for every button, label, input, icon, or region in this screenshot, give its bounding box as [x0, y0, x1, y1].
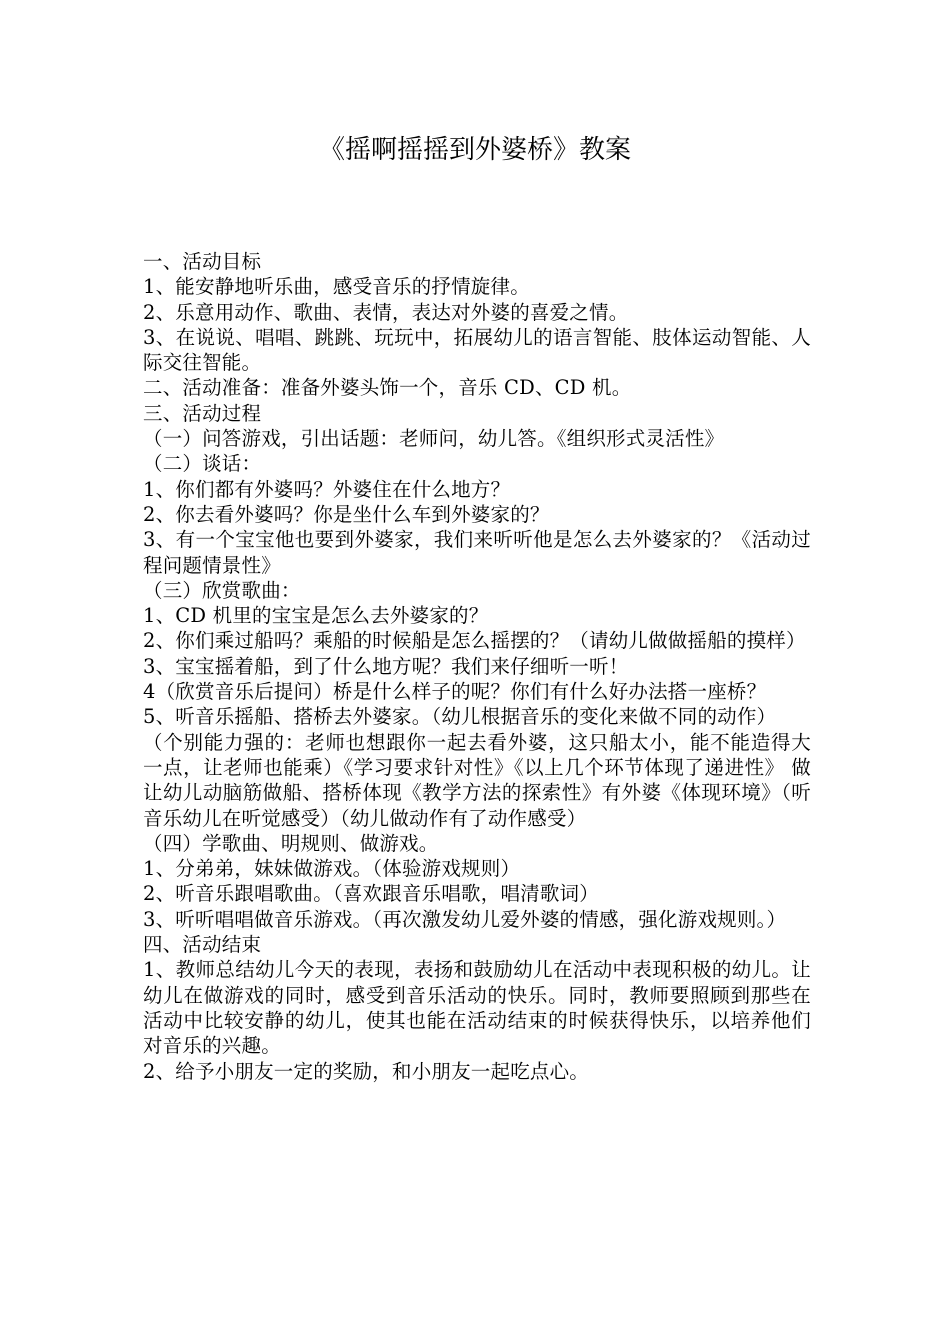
learn-item-1: 1、分弟弟，妹妹做游戏。（体验游戏规则） — [143, 857, 521, 881]
subsection-learn-song: （四）学歌曲、明规则、做游戏。 — [143, 831, 439, 855]
goal-item-2: 2、乐意用动作、歌曲、表情，表达对外婆的喜爱之情。 — [143, 300, 629, 324]
document-body — [143, 249, 811, 1084]
talk-item-3: 3、有一个宝宝他也要到外婆家，我们来听听他是怎么去外婆家的？《活动过程问题情景性》 — [143, 528, 811, 577]
song-item-3: 3、宝宝摇着船，到了什么地方呢？我们来仔细听一听！ — [143, 654, 629, 678]
subsection-appreciate-song: （三）欣赏歌曲： — [143, 578, 301, 602]
end-item-2: 2、给予小朋友一定的奖励，和小朋友一起吃点心。 — [143, 1059, 590, 1083]
learn-item-2: 2、听音乐跟唱歌曲。（喜欢跟音乐唱歌，唱清歌词） — [143, 882, 599, 906]
section-heading-process: 三、活动过程 — [143, 401, 262, 425]
song-item-1: 1、CD 机里的宝宝是怎么去外婆家的？ — [143, 604, 489, 628]
subsection-talk: （二）谈话： — [143, 452, 262, 476]
talk-item-1: 1、你们都有外婆吗？外婆住在什么地方？ — [143, 477, 511, 501]
subsection-quiz-game: （一）问答游戏，引出话题：老师问，幼儿答。《组织形式灵活性》 — [143, 427, 725, 451]
end-item-1: 1、教师总结幼儿今天的表现，表扬和鼓励幼儿在活动中表现积极的幼儿。让幼儿在做游戏的同时，感受到音乐活动的快乐。同时，教师要照顾到那些在活动中比较安静的幼儿，使其也能在活动结束的时候获得快乐，以培养他们对音乐的兴趣。 — [143, 958, 811, 1058]
section-heading-end: 四、活动结束 — [143, 933, 262, 957]
section-heading-goals: 一、活动目标 — [143, 250, 262, 273]
document-title: 《摇啊摇摇到外婆桥》教案 — [318, 135, 631, 165]
song-note-paragraph: （个别能力强的：老师也想跟你一起去看外婆，这只船太小，能不能造得大一点，让老师也能乘）《学习要求针对性》《以上几个环节体现了递进性》 做让幼儿动脑筋做船、搭桥体现《教学方法的探索性》有外婆《体现环境》（听音乐幼儿在听觉感受）（幼儿做动作有了动作感受） — [143, 730, 811, 830]
song-item-4: 4（欣赏音乐后提问）桥是什么样子的呢？你们有什么好办法搭一座桥？ — [143, 680, 767, 704]
talk-item-2: 2、你去看外婆吗？你是坐什么车到外婆家的？ — [143, 502, 550, 526]
song-item-5: 5、听音乐摇船、搭桥去外婆家。（幼儿根据音乐的变化来做不同的动作） — [143, 705, 777, 729]
section-heading-preparation: 二、活动准备：准备外婆头饰一个，音乐 CD、CD 机。 — [143, 376, 632, 400]
song-item-2: 2、你们乘过船吗？乘船的时候船是怎么摇摆的？（请幼儿做做摇船的摸样） — [143, 629, 806, 653]
goal-item-1: 1、能安静地听乐曲，感受音乐的抒情旋律。 — [143, 275, 530, 299]
goal-item-3: 3、在说说、唱唱、跳跳、玩玩中，拓展幼儿的语言智能、肢体运动智能、人际交往智能。 — [143, 325, 811, 375]
learn-item-3: 3、听听唱唱做音乐游戏。（再次激发幼儿爱外婆的情感，强化游戏规则。） — [143, 907, 787, 931]
